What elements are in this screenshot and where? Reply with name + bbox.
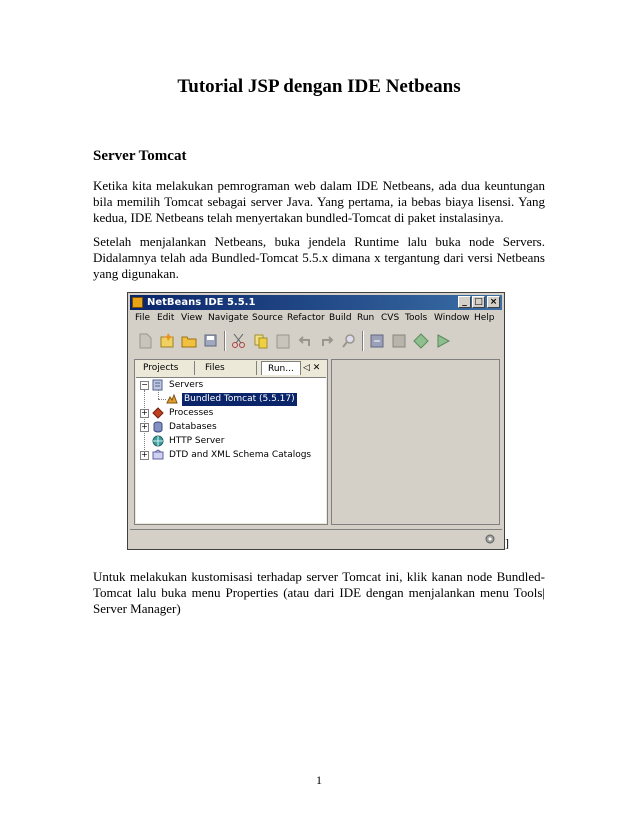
menu-run[interactable]: Run [357, 313, 375, 323]
runtime-tree [136, 377, 326, 523]
redo-icon[interactable] [318, 332, 336, 350]
runtime-panel [134, 359, 328, 525]
toolbar-separator [362, 331, 364, 351]
paragraph-customize: Untuk melakukan kustomisasi terhadap server Tomcat ini, klik kanan node Bundled-Tomcat lalu buka menu Properties (atau dari IDE dengan menjalankan menu Tools| Server Manager) [93, 569, 545, 616]
menu-refactor[interactable]: Refactor [287, 313, 325, 323]
menu-navigate[interactable]: Navigate [208, 313, 249, 323]
open-project-icon[interactable] [180, 332, 198, 350]
expander-icon[interactable]: + [141, 408, 148, 417]
tab-files[interactable]: Files [199, 361, 257, 375]
status-bar [130, 529, 502, 548]
expander-icon[interactable]: − [141, 380, 148, 389]
netbeans-window-screenshot [127, 292, 505, 550]
globe-icon [152, 435, 164, 447]
build-icon[interactable] [368, 332, 386, 350]
menu-tools[interactable]: Tools [405, 313, 428, 323]
database-icon [152, 421, 164, 433]
menu-view[interactable]: View [181, 313, 203, 323]
toolbar-separator [224, 331, 226, 351]
tab-runtime[interactable]: Run... [261, 361, 301, 375]
section-heading: Server Tomcat [93, 148, 187, 164]
tree-label-servers: Servers [169, 380, 204, 390]
menu-cvs[interactable]: CVS [381, 313, 400, 323]
tree-label-processes: Processes [169, 408, 214, 418]
copy-icon[interactable] [252, 332, 270, 350]
catalog-icon [152, 449, 164, 461]
tree-label-http-server: HTTP Server [169, 436, 225, 446]
netbeans-logo-icon [132, 297, 143, 308]
menu-bar [132, 312, 502, 326]
cut-icon[interactable] [230, 332, 248, 350]
tree-connector [158, 390, 159, 399]
panel-controls[interactable]: ◁ ✕ [303, 363, 321, 373]
processes-icon [152, 407, 164, 419]
save-all-icon[interactable] [202, 332, 220, 350]
close-button[interactable]: × [487, 296, 500, 308]
editor-area [331, 359, 500, 525]
page-title: Tutorial JSP dengan IDE Netbeans [177, 76, 461, 97]
title-bar [130, 295, 502, 310]
servers-icon [152, 379, 164, 391]
tab-projects[interactable]: Projects [137, 361, 195, 375]
find-icon[interactable] [340, 332, 358, 350]
menu-window[interactable]: Window [434, 313, 470, 323]
menu-file[interactable]: File [135, 313, 151, 323]
trailing-bracket: ] [505, 536, 509, 550]
menu-help[interactable]: Help [474, 313, 495, 323]
minimize-button[interactable]: _ [458, 296, 471, 308]
paragraph-intro: Ketika kita melakukan pemrograman web dalam IDE Netbeans, ada dua keuntungan bila memilih Tomcat sebagai server Java. Yang pertama, ia bebas biaya lisensi. Yang kedua, IDE Netbeans telah menyertakan bundled-Tomcat di paket instalasinya. [93, 178, 545, 225]
expander-icon[interactable]: + [141, 422, 148, 431]
new-file-icon[interactable] [136, 332, 154, 350]
undo-icon[interactable] [296, 332, 314, 350]
maximize-button[interactable]: □ [472, 296, 485, 308]
window-title: NetBeans IDE 5.5.1 [147, 297, 256, 308]
new-project-icon[interactable] [158, 332, 176, 350]
debug-icon[interactable] [434, 332, 452, 350]
paragraph-runtime: Setelah menjalankan Netbeans, buka jendela Runtime lalu buka node Servers. Didalamnya telah ada Bundled-Tomcat 5.5.x dimana x tergantung dari versi Netbeans yang digunakan. [93, 234, 545, 281]
page-number: 1 [316, 773, 322, 787]
clean-build-icon[interactable] [390, 332, 408, 350]
paste-icon[interactable] [274, 332, 292, 350]
menu-edit[interactable]: Edit [157, 313, 175, 323]
expander-icon[interactable]: + [141, 450, 148, 459]
menu-build[interactable]: Build [329, 313, 352, 323]
tree-label-databases: Databases [169, 422, 217, 432]
menu-source[interactable]: Source [252, 313, 283, 323]
tomcat-icon [166, 393, 178, 405]
toolbar [132, 328, 500, 354]
tree-connector [158, 399, 166, 400]
tree-label-bundled-tomcat: Bundled Tomcat (5.5.17) [184, 394, 295, 404]
run-icon[interactable] [412, 332, 430, 350]
tree-label-dtd-catalogs: DTD and XML Schema Catalogs [169, 450, 312, 460]
gear-icon[interactable] [484, 533, 496, 545]
